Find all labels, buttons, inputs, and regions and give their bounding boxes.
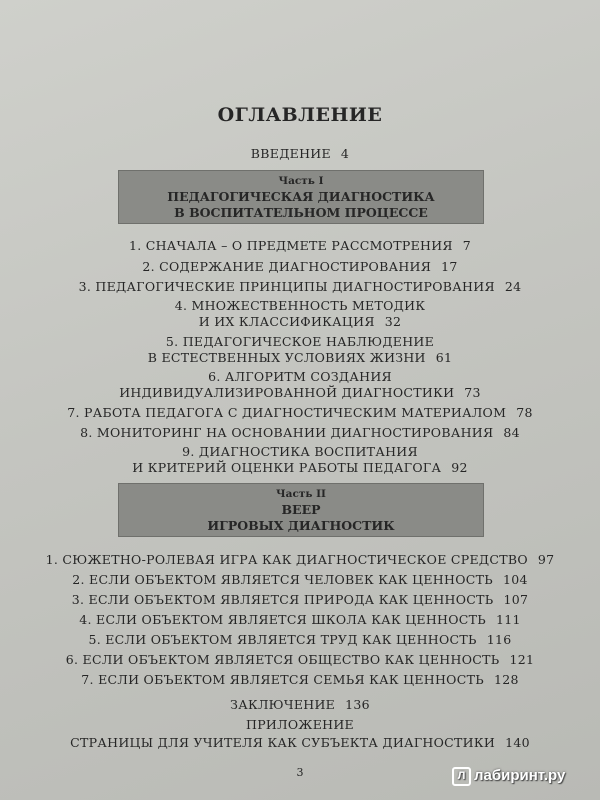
labirint-logo-icon: Л [452, 767, 471, 786]
toc-entry-appendix-line2: СТРАНИЦЫ ДЛЯ УЧИТЕЛЯ КАК СУБЪЕКТА ДИАГНОСТИКИ 140 [70, 735, 530, 750]
part1-number: Часть I [278, 175, 324, 187]
toc-entry: 1. СНАЧАЛА – О ПРЕДМЕТЕ РАССМОТРЕНИЯ 7 [128, 238, 472, 253]
toc-entry: 7. ЕСЛИ ОБЪЕКТОМ ЯВЛЯЕТСЯ СЕМЬЯ КАК ЦЕННОСТЬ 128 [81, 672, 519, 687]
part1-title-line1: ПЕДАГОГИЧЕСКАЯ ДИАГНОСТИКА [167, 189, 435, 204]
toc-entry-appendix-line1: ПРИЛОЖЕНИЕ [246, 717, 354, 732]
toc-entry: 5. ЕСЛИ ОБЪЕКТОМ ЯВЛЯЕТСЯ ТРУД КАК ЦЕННОСТЬ 116 [88, 632, 512, 647]
toc-entry-line1: 5. ПЕДАГОГИЧЕСКОЕ НАБЛЮДЕНИЕ [165, 334, 435, 349]
toc-entry-line1: 6. АЛГОРИТМ СОЗДАНИЯ [208, 369, 392, 384]
part2-number: Часть II [276, 488, 326, 500]
toc-entry: 4. ЕСЛИ ОБЪЕКТОМ ЯВЛЯЕТСЯ ШКОЛА КАК ЦЕННОСТЬ 111 [79, 612, 521, 627]
watermark-text: лабиринт.ру [474, 767, 566, 784]
part1-header [118, 170, 484, 224]
toc-entry: 3. ПЕДАГОГИЧЕСКИЕ ПРИНЦИПЫ ДИАГНОСТИРОВАНИЯ 24 [78, 279, 522, 294]
part2-title-line1: ВЕЕР [281, 502, 321, 517]
part2-header [118, 483, 484, 537]
watermark-logo [452, 767, 565, 786]
toc-entry: 2. ЕСЛИ ОБЪЕКТОМ ЯВЛЯЕТСЯ ЧЕЛОВЕК КАК ЦЕННОСТЬ 104 [72, 572, 528, 587]
toc-entry-line2: И ИХ КЛАССИФИКАЦИЯ 32 [198, 314, 402, 329]
entry-page: 4 [340, 146, 350, 161]
toc-entry: 1. СЮЖЕТНО-РОЛЕВАЯ ИГРА КАК ДИАГНОСТИЧЕСКОЕ СРЕДСТВО 97 [45, 552, 555, 567]
toc-entry-line1: 4. МНОЖЕСТВЕННОСТЬ МЕТОДИК [174, 298, 426, 313]
part2-title-line2: ИГРОВЫХ ДИАГНОСТИК [207, 518, 395, 533]
toc-entry: 2. СОДЕРЖАНИЕ ДИАГНОСТИРОВАНИЯ 17 [142, 259, 458, 274]
toc-entry: 3. ЕСЛИ ОБЪЕКТОМ ЯВЛЯЕТСЯ ПРИРОДА КАК ЦЕННОСТЬ 107 [71, 592, 529, 607]
toc-entry-line2: ИНДИВИДУАЛИЗИРОВАННОЙ ДИАГНОСТИКИ 73 [119, 385, 481, 400]
toc-title: ОГЛАВЛЕНИЕ [217, 104, 383, 126]
toc-entry-line2: И КРИТЕРИЙ ОЦЕНКИ РАБОТЫ ПЕДАГОГА 92 [132, 460, 468, 475]
toc-entry-intro [0, 146, 600, 161]
entry-text: ВВЕДЕНИЕ [250, 146, 331, 161]
toc-entry: 7. РАБОТА ПЕДАГОГА С ДИАГНОСТИЧЕСКИМ МАТЕРИАЛОМ 78 [67, 405, 533, 420]
toc-entry: 8. МОНИТОРИНГ НА ОСНОВАНИИ ДИАГНОСТИРОВАНИЯ 84 [80, 425, 520, 440]
part1-title-line2: В ВОСПИТАТЕЛЬНОМ ПРОЦЕССЕ [174, 205, 428, 220]
toc-entry-conclusion: ЗАКЛЮЧЕНИЕ 136 [230, 697, 370, 712]
page-number: 3 [296, 766, 304, 779]
toc-entry-line2: В ЕСТЕСТВЕННЫХ УСЛОВИЯХ ЖИЗНИ 61 [147, 350, 453, 365]
toc-entry: 6. ЕСЛИ ОБЪЕКТОМ ЯВЛЯЕТСЯ ОБЩЕСТВО КАК ЦЕННОСТЬ 121 [65, 652, 535, 667]
toc-entry-line1: 9. ДИАГНОСТИКА ВОСПИТАНИЯ [182, 444, 418, 459]
